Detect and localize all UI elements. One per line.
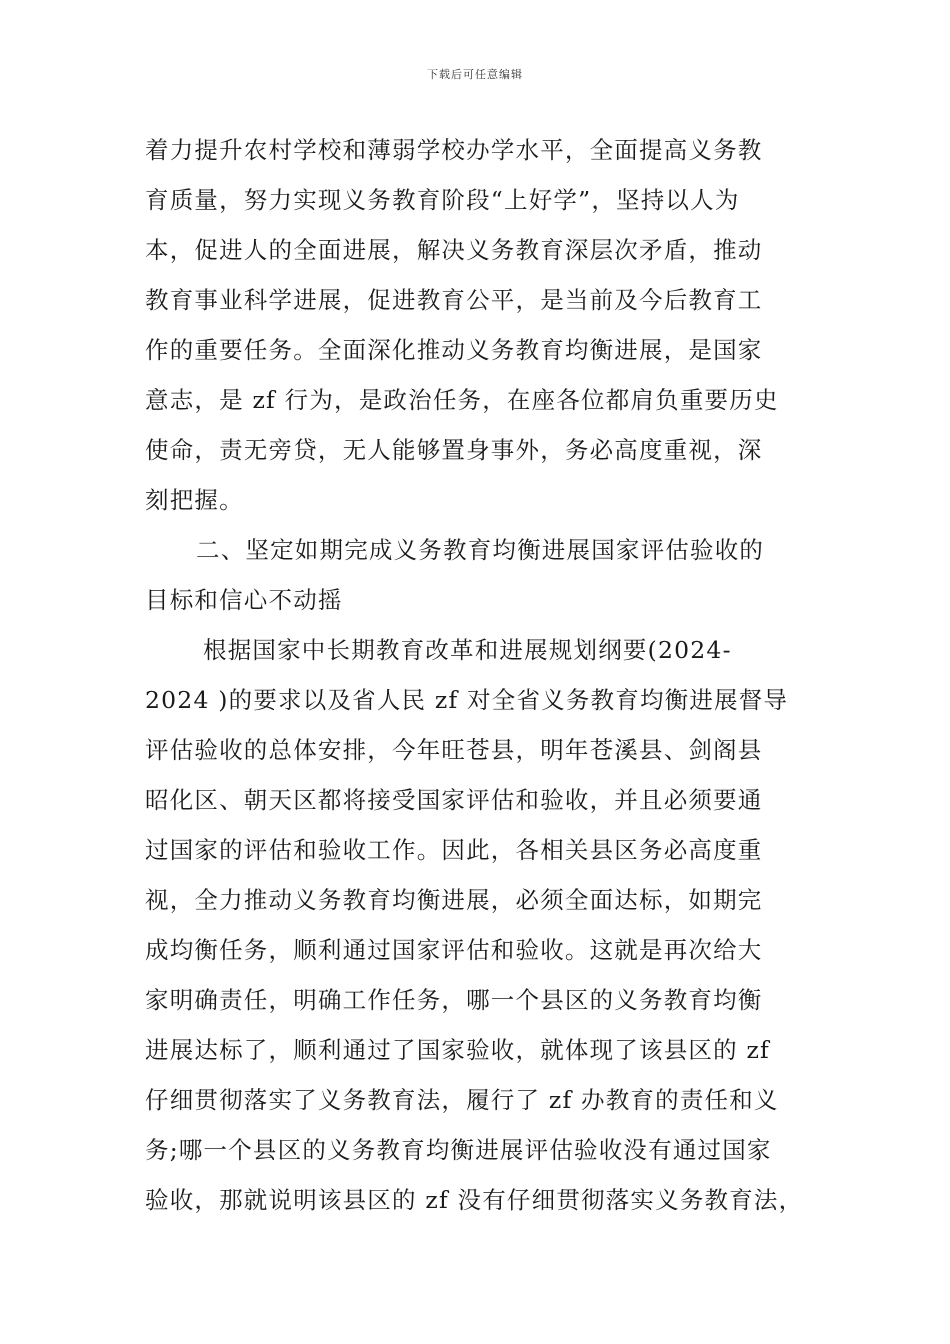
section-heading: 二、坚定如期完成义务教育均衡进展国家评估验收的 xyxy=(196,536,765,564)
text-line: 过国家的评估和验收工作。因此，各相关县区务必高度重 xyxy=(145,836,763,864)
text-line: 刻把握。 xyxy=(145,486,244,514)
text-line: 评估验收的总体安排，今年旺苍县，明年苍溪县、剑阁县 xyxy=(145,736,763,764)
text-line: 意志，是 zf 行为，是政治任务，在座各位都肩负重要历史 xyxy=(145,386,779,414)
text-line: 育质量，努力实现义务教育阶段“上好学”，坚持以人为 xyxy=(145,186,740,214)
text-line: 家明确责任，明确工作任务，哪一个县区的义务教育均衡 xyxy=(145,986,763,1014)
text-line: 教育事业科学进展，促进教育公平，是当前及今后教育工 xyxy=(145,286,763,314)
text-line: 成均衡任务，顺利通过国家评估和验收。这就是再次给大 xyxy=(145,936,763,964)
text-line: 昭化区、朝天区都将接受国家评估和验收，并且必须要通 xyxy=(145,786,763,814)
document-body xyxy=(145,125,825,1225)
page-header: 下载后可任意编辑 xyxy=(427,68,523,81)
text-line: 作的重要任务。全面深化推动义务教育均衡进展，是国家 xyxy=(145,336,763,364)
text-line: 根据国家中长期教育改革和进展规划纲要(2024- xyxy=(203,636,732,664)
text-line: 务;哪一个县区的义务教育均衡进展评估验收没有通过国家 xyxy=(145,1136,772,1164)
text-line: 进展达标了，顺利通过了国家验收，就体现了该县区的 zf xyxy=(145,1036,770,1064)
text-line: 本，促进人的全面进展，解决义务教育深层次矛盾，推动 xyxy=(145,236,763,264)
text-line: 验收，那就说明该县区的 zf 没有仔细贯彻落实义务教育法， xyxy=(145,1186,804,1214)
section-heading-cont: 目标和信心不动摇 xyxy=(145,586,343,614)
text-line: 2024 )的要求以及省人民 zf 对全省义务教育均衡进展督导 xyxy=(145,686,789,714)
text-line: 使命，责无旁贷，无人能够置身事外，务必高度重视，深 xyxy=(145,436,763,464)
text-line: 视，全力推动义务教育均衡进展，必须全面达标，如期完 xyxy=(145,886,763,914)
text-line: 着力提升农村学校和薄弱学校办学水平，全面提高义务教 xyxy=(145,136,763,164)
text-line: 仔细贯彻落实了义务教育法，履行了 zf 办教育的责任和义 xyxy=(145,1086,779,1114)
